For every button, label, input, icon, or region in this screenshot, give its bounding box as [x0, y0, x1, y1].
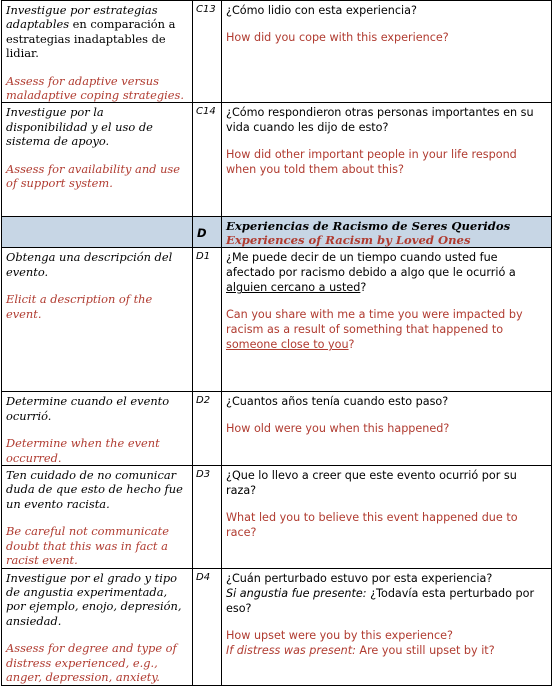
- section-title-es: Experiencias de Racismo de Seres Queridos: [226, 218, 511, 233]
- question-en-2: If distress was present: Are you still upset by it?: [226, 643, 495, 657]
- section-title-en: Experiences of Racism by Loved Ones: [226, 232, 471, 247]
- instruction-cell: [2, 466, 193, 568]
- table-row-d3: [2, 466, 552, 568]
- question-es: ¿Cómo lidio con esta experiencia?: [226, 4, 417, 17]
- instruction-cell: [2, 392, 193, 466]
- item-code: D3: [193, 466, 222, 568]
- question-en: How did other important people in your life respond when you told them about this?: [226, 148, 517, 177]
- item-code: D1: [193, 248, 222, 392]
- interview-protocol-table: [1, 0, 552, 686]
- instruction-cell: [2, 248, 193, 392]
- table-row-c13: [2, 1, 552, 103]
- section-code: D: [193, 217, 222, 248]
- question-cell: [222, 568, 552, 685]
- question-cell: [222, 466, 552, 568]
- instruction-es: Determine cuando el evento ocurrió.: [6, 394, 170, 423]
- question-cell: [222, 392, 552, 466]
- item-code: D2: [193, 392, 222, 466]
- instruction-es: Investigue por estrategias: [6, 3, 158, 17]
- item-code: C13: [193, 1, 222, 103]
- instruction-en: Assess for availability and use of support system.: [6, 161, 181, 191]
- instruction-en: Assess for degree and type of distress experienced, e.g., anger, depression, anxiety.: [6, 641, 177, 684]
- question-es-2: Si angustia fue presente: ¿Todavía esta perturbado por eso?: [226, 586, 535, 615]
- question-en: Can you share with me a time you were impacted by racism as a result of something that happened to someone close to you?: [226, 308, 523, 352]
- item-code: C14: [193, 103, 222, 217]
- question-cell: [222, 103, 552, 217]
- question-en: How did you cope with this experience?: [226, 31, 449, 44]
- question-es: ¿Cómo respondieron otras personas importantes en su vida cuando les dijo de esto?: [226, 106, 534, 135]
- section-title-cell: [222, 217, 552, 248]
- question-es: ¿Que lo llevo a creer que este evento ocurrió por su raza?: [226, 469, 517, 498]
- table-row-d1: [2, 248, 552, 392]
- question-en: How old were you when this happened?: [226, 422, 450, 436]
- question-cell: [222, 248, 552, 392]
- question-en: What led you to believe this event happened due to race?: [226, 511, 518, 540]
- instruction-en: Be careful not communicate doubt that this was in fact a racist event.: [6, 524, 169, 568]
- section-header-d: [2, 217, 552, 248]
- instruction-es-rest: en comparación a estrategias inadaptables de lidiar.: [6, 17, 176, 61]
- instruction-es: Obtenga una descripción del evento.: [6, 250, 173, 279]
- question-en-1: How upset were you by this experience?: [226, 628, 453, 642]
- question-es: ¿Cuantos años tenía cuando esto paso?: [226, 395, 449, 409]
- item-code: D4: [193, 568, 222, 685]
- question-cell: [222, 1, 552, 103]
- section-header-blank: [2, 217, 193, 248]
- instruction-cell: [2, 568, 193, 685]
- instruction-en: Determine when the event occurred.: [6, 436, 160, 465]
- question-es: ¿Me puede decir de un tiempo cuando usted fue afectado por racismo debido a algo que le ocurrió a alguien cercano a usted?: [226, 251, 516, 295]
- instruction-cell: [2, 1, 193, 103]
- table-row-d4: [2, 568, 552, 685]
- table-row-c14: [2, 103, 552, 217]
- instruction-es: Investigue por la disponibilidad y el uso de sistema de apoyo.: [6, 105, 153, 149]
- instruction-cell: [2, 103, 193, 217]
- question-es-1: ¿Cuán perturbado estuvo por esta experiencia?: [226, 571, 493, 585]
- instruction-es: Ten cuidado de no comunicar duda de que esto de hecho fue un evento racista.: [6, 468, 183, 511]
- instruction-es: Investigue por el grado y tipo de angustia experimentada, por ejemplo, enojo, depresión, ansiedad.: [6, 570, 182, 628]
- instruction-es-emphasis: adaptables: [6, 17, 70, 32]
- table-row-d2: [2, 392, 552, 466]
- instruction-en: Assess for adaptive versus maladaptive coping strategies.: [6, 73, 184, 103]
- instruction-en: Elicit a description of the event.: [6, 292, 153, 321]
